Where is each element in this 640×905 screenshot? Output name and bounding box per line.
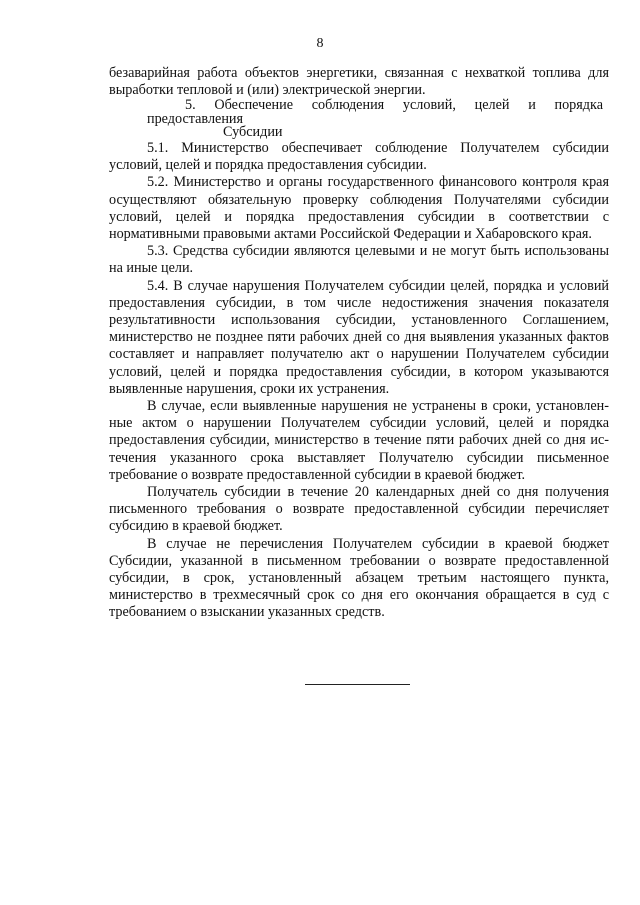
paragraph-intro-continuation: безаварийная работа объектов энергетики, связанная с нехваткой топлива для выработки тепловой и (или) электрической энергии. xyxy=(109,65,609,99)
paragraph-5-2: 5.2. Министерство и органы государственного финансового контроля края осуществляют обязательную проверку соблюдения Получателями субсидии условий, целей и порядка предоставления субсидии в соответствии с нормативными правовыми актами Российской Федерации и Хабаровского края. xyxy=(109,174,609,242)
document-body xyxy=(109,65,609,622)
section-5-heading-line1: 5. Обеспечение соблюдения условий, целей и порядка предоставления xyxy=(147,97,603,127)
paragraph-unresolved-violations: В случае, если выявленные нарушения не устранены в сроки, установленные актом о нарушении Получателем субсидии условий, целей и порядка предоставления субсидии, министерство в течение пяти рабочих дней со дня истечения указанного срока выставляет Получателю субсидии письменное требование о возврате предоставленной субсидии в краевой бюджет. xyxy=(109,397,609,483)
paragraph-5-4: 5.4. В случае нарушения Получателем субсидии целей, порядка и условий предоставления субсидии, в том числе недостижения значения показателя результативности использования субсидии, установленного Соглашением, министерство не позднее пяти рабочих дней со дня выявления указанных фактов составляет и направляет получателю акт о нарушении Получателем субсидии условий, целей и порядка предоставления субсидии, в котором указываются выявленные нарушения, сроки их устранения. xyxy=(109,277,609,397)
paragraph-subsidy-return: Получатель субсидии в течение 20 календарных дней со дня получения письменного требования о возврате предоставленной субсидии перечисляет субсидию в краевой бюджет. xyxy=(109,483,609,535)
section-5-heading-line2: Субсидии xyxy=(223,124,283,141)
end-of-document-line xyxy=(305,684,410,685)
page-number: 8 xyxy=(316,36,324,51)
paragraph-5-3: 5.3. Средства субсидии являются целевыми и не могут быть использованы на иные цели. xyxy=(109,243,609,277)
paragraph-5-1: 5.1. Министерство обеспечивает соблюдение Получателем субсидии условий, целей и порядка предоставления субсидии. xyxy=(109,139,609,174)
section-5-heading xyxy=(109,99,609,140)
paragraph-non-return: В случае не перечисления Получателем субсидии в краевой бюджет Субсидии, указанной в письменном требовании о возврате предоставленной субсидии, в срок, установленный абзацем третьим настоящего пункта, министерство в трехмесячный срок со дня его окончания обращается в суд с требованием о взыскании указанных средств. xyxy=(109,535,609,621)
